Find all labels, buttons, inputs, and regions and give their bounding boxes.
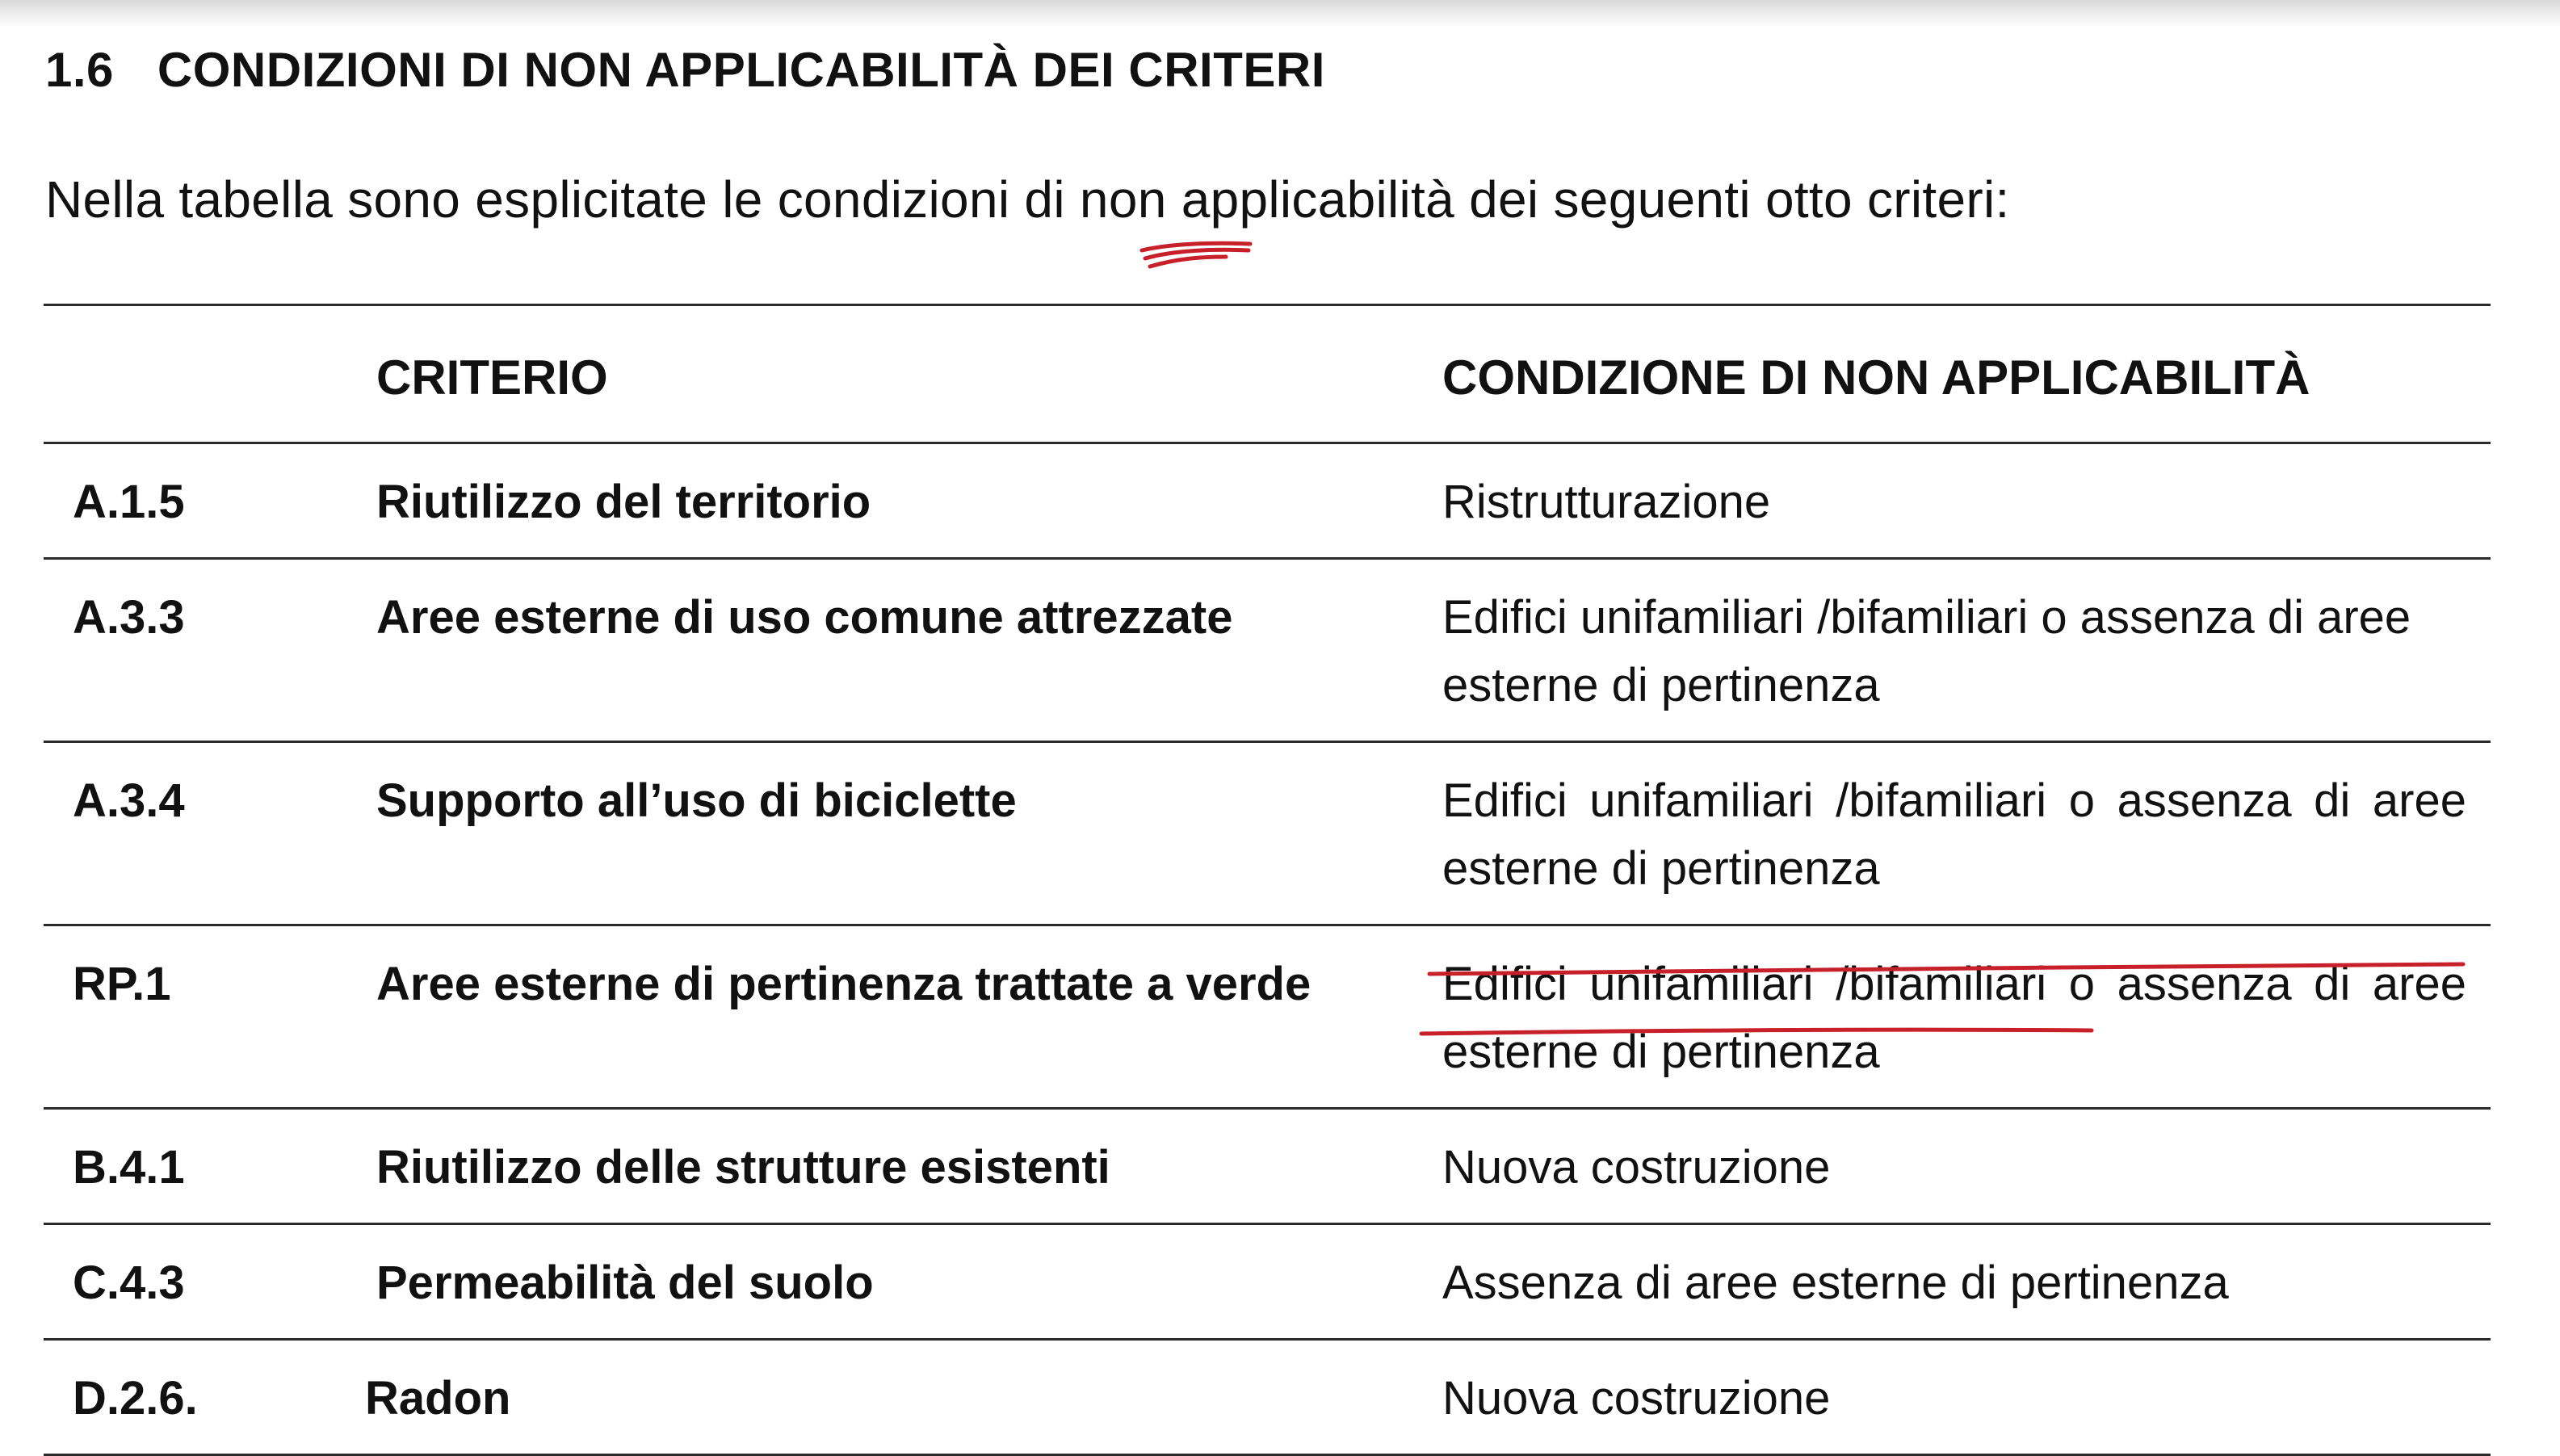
section-title: CONDIZIONI DI NON APPLICABILITÀ DEI CRITERI: [157, 43, 1325, 97]
criterion-code: B.4.1: [44, 1109, 333, 1224]
criterion-code: A.3.4: [44, 742, 333, 925]
table-row: [44, 443, 2491, 559]
criterion-name: Supporto all’uso di biciclette: [333, 742, 1416, 925]
criterion-condition: Edifici unifamiliari /bifamiliari o assenza di aree esterne di pertinenza: [1416, 559, 2491, 742]
criterion-code: C.4.3: [44, 1224, 333, 1340]
criterion-condition: Ristrutturazione: [1416, 443, 2491, 559]
table-row: [44, 1224, 2491, 1340]
table-row: [44, 1340, 2491, 1455]
criterion-condition: Nuova costruzione: [1416, 1109, 2491, 1224]
table-row: [44, 559, 2491, 742]
criterion-name: Aree esterne di pertinenza trattate a verde: [333, 925, 1416, 1109]
criterion-name: Aree esterne di uso comune attrezzate: [333, 559, 1416, 742]
table-row: [44, 742, 2491, 925]
criterion-condition: Nuova costruzione: [1416, 1340, 2491, 1455]
criterion-code: RP.1: [44, 925, 333, 1109]
table-row: [44, 1109, 2491, 1224]
criterion-condition: Edifici unifamiliari /bifamiliari o assenza di aree esterne di pertinenza: [1416, 925, 2491, 1109]
section-number: 1.6: [45, 43, 114, 97]
header-criterion: CRITERIO: [333, 305, 1416, 443]
criterion-condition: Assenza di aree esterne di pertinenza: [1416, 1224, 2491, 1340]
handwritten-squiggle-mark: [1137, 239, 1258, 275]
window-top-shade: [0, 0, 2560, 27]
criterion-name: Radon: [333, 1340, 1416, 1455]
header-code: [44, 305, 333, 443]
criterion-name: Riutilizzo delle strutture esistenti: [333, 1109, 1416, 1224]
intro-paragraph: Nella tabella sono esplicitate le condizioni di non applicabilità dei seguenti otto criteri:: [45, 170, 2010, 229]
section-heading: [45, 42, 1325, 98]
criteria-table: [44, 304, 2491, 1456]
criterion-code: D.2.6.: [44, 1340, 333, 1455]
criterion-condition: Edifici unifamiliari /bifamiliari o assenza di aree esterne di pertinenza: [1416, 742, 2491, 925]
criterion-name: Riutilizzo del territorio: [333, 443, 1416, 559]
handwritten-underline-mark: [1405, 945, 2479, 1042]
header-condition: CONDIZIONE DI NON APPLICABILITÀ: [1416, 305, 2491, 443]
criterion-name: Permeabilità del suolo: [333, 1224, 1416, 1340]
criterion-code: A.3.3: [44, 559, 333, 742]
criterion-code: A.1.5: [44, 443, 333, 559]
table-header-row: [44, 305, 2491, 443]
